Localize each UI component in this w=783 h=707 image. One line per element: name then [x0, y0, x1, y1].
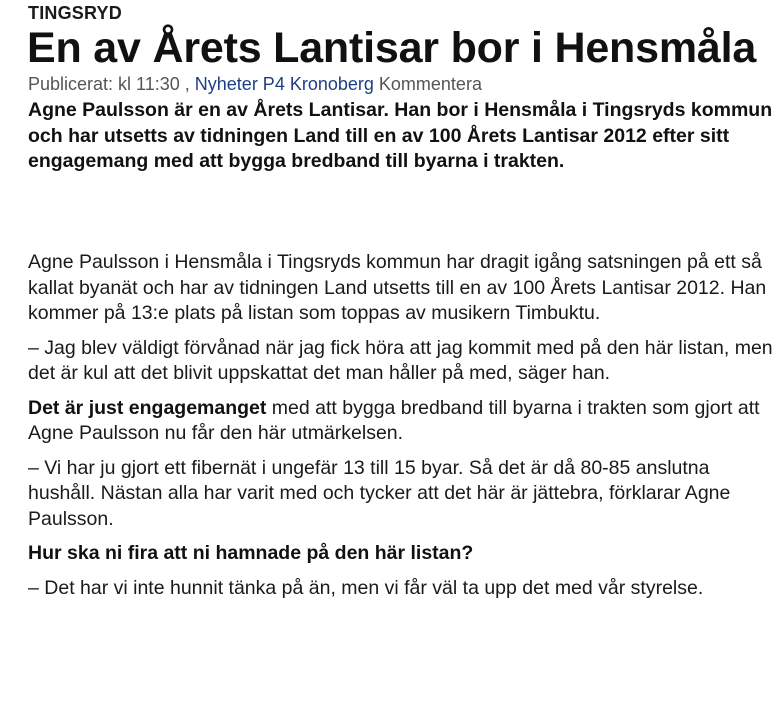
article-lead: Agne Paulsson är en av Årets Lantisar. Han bor i Hensmåla i Tingsryds kommun och har utsetts av tidningen Land till en av 100 Årets Lantisar 2012 efter sitt engagemang med att bygga bredband till byarna i trakten.: [28, 99, 773, 172]
body-paragraph-3: [28, 396, 778, 447]
body-paragraph-6: – Det har vi inte hunnit tänka på än, men vi får väl ta upp det med vår styrelse.: [28, 576, 704, 599]
body-paragraph-3-emphasis: Det är just engagemanget: [28, 396, 267, 419]
body-paragraph-1: Agne Paulsson i Hensmåla i Tingsryds kommun har dragit igång satsningen på ett så kallat byanät och har av tidningen Land utsetts till en av 100 Årets Lantisar 2012. Han kommer på 13:e plats på listan som toppas av musikern Timbuktu.: [28, 251, 767, 324]
body-paragraph-4: – Vi har ju gjort ett fibernät i ungefär 13 till 15 byar. Så det är då 80-85 anslutna hushåll. Nästan alla har varit med och tycker att det här är jättebra, förklarar Agne Paulsson.: [28, 456, 731, 530]
source-link[interactable]: Nyheter P4 Kronoberg: [194, 74, 374, 94]
article-kicker: TINGSRYD: [28, 3, 122, 23]
comment-link[interactable]: Kommentera: [378, 74, 482, 94]
article-headline: En av Årets Lantisar bor i Hensmåla: [27, 24, 757, 72]
body-paragraph-2: – Jag blev väldigt förvånad när jag fick höra att jag kommit med på den här listan, men det är kul att det blivit uppskattat det man håller på med, säger han.: [28, 336, 773, 384]
article-meta: [28, 74, 482, 95]
published-time: Publicerat: kl 11:30 ,: [28, 74, 190, 94]
article-body: [28, 250, 778, 610]
body-paragraph-3-text: med att bygga bredband till byarna i trakten som gjort att Agne Paulsson nu får den här utmärkelsen.: [28, 396, 760, 444]
interview-question: Hur ska ni fira att ni hamnade på den här listan?: [28, 542, 474, 564]
